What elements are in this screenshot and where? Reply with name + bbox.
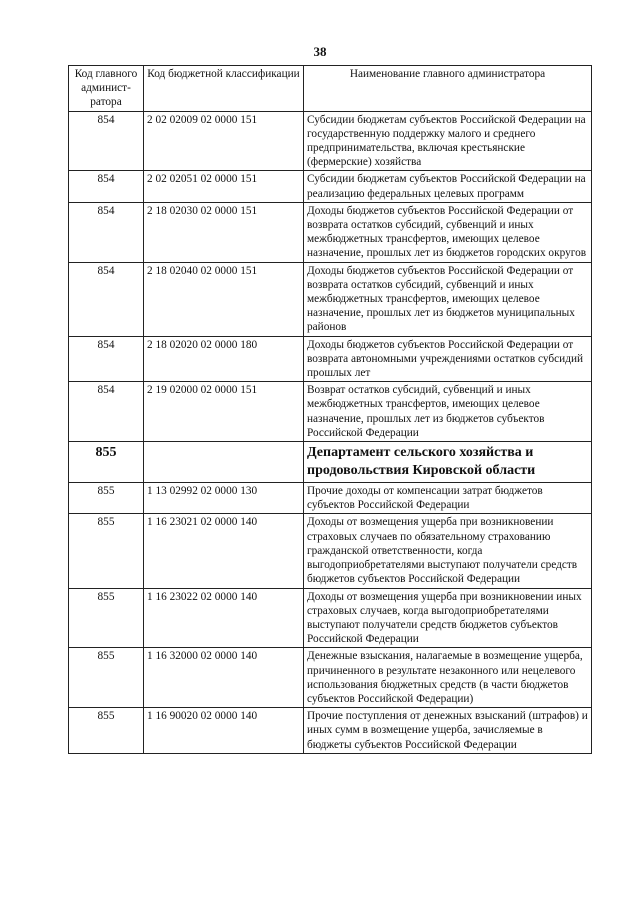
- budget-code-cell: 2 18 02040 02 0000 151: [144, 262, 304, 336]
- budget-code-cell: 1 16 23022 02 0000 140: [144, 588, 304, 648]
- admin-name-cell: Доходы бюджетов субъектов Российской Федерации от возврата остатков субсидий, субвенций и иных межбюджетных трансфертов, имеющих целевое назначение, прошлых лет из бюджетов муниципальных районов: [304, 262, 592, 336]
- admin-name-cell: Прочие поступления от денежных взысканий (штрафов) и иных сумм в возмещение ущерба, зачисляемые в бюджеты субъектов Российской Федерации: [304, 708, 592, 754]
- table-row: [69, 648, 592, 708]
- table-row: [69, 382, 592, 442]
- admin-code-cell: 854: [69, 171, 144, 202]
- table-row: [69, 111, 592, 171]
- budget-code-cell: 1 16 23021 02 0000 140: [144, 514, 304, 588]
- admin-code-cell: 855: [69, 442, 144, 483]
- admin-code-cell: 854: [69, 202, 144, 262]
- admin-name-cell: Департамент сельского хозяйства и продовольствия Кировской области: [304, 442, 592, 483]
- admin-code-cell: 855: [69, 514, 144, 588]
- admin-name-cell: Прочие доходы от компенсации затрат бюджетов субъектов Российской Федерации: [304, 483, 592, 514]
- budget-code-cell: 2 19 02000 02 0000 151: [144, 382, 304, 442]
- budget-code-cell: 2 02 02009 02 0000 151: [144, 111, 304, 171]
- header-budget-code: Код бюджетной классификации: [144, 66, 304, 112]
- admin-name-cell: Доходы от возмещения ущерба при возникновении страховых случаев по обязательному страхованию гражданской ответственности, когда выгодоприобретателями выступают получатели средств бюджетов субъектов Российской Федерации: [304, 514, 592, 588]
- budget-code-cell: 2 02 02051 02 0000 151: [144, 171, 304, 202]
- budget-code-cell: 2 18 02020 02 0000 180: [144, 336, 304, 382]
- table-row: [69, 708, 592, 754]
- table-row: [69, 514, 592, 588]
- budget-code-cell: 1 16 90020 02 0000 140: [144, 708, 304, 754]
- admin-name-cell: Доходы от возмещения ущерба при возникновении иных страховых случаев, когда выгодоприобретателями выступают получатели средств бюджетов субъектов Российской Федерации: [304, 588, 592, 648]
- admin-code-cell: 855: [69, 483, 144, 514]
- table-row: [69, 171, 592, 202]
- budget-classification-table: [68, 65, 592, 754]
- page-number: 38: [313, 44, 327, 59]
- admin-name-cell: Возврат остатков субсидий, субвенций и иных межбюджетных трансфертов, имеющих целевое назначение, прошлых лет из бюджетов субъектов Российской Федерации: [304, 382, 592, 442]
- admin-code-cell: 855: [69, 708, 144, 754]
- admin-name-cell: Субсидии бюджетам субъектов Российской Федерации на реализацию федеральных целевых программ: [304, 171, 592, 202]
- admin-name-cell: Денежные взыскания, налагаемые в возмещение ущерба, причиненного в результате незаконного или нецелевого использования бюджетных средств (в части бюджетов субъектов Российской Федерации): [304, 648, 592, 708]
- admin-code-cell: 855: [69, 588, 144, 648]
- header-admin-code: Код главного админист-ратора: [69, 66, 144, 112]
- admin-code-cell: 854: [69, 382, 144, 442]
- admin-code-cell: 854: [69, 336, 144, 382]
- admin-code-cell: 854: [69, 111, 144, 171]
- header-admin-name: Наименование главного администратора: [304, 66, 592, 112]
- budget-code-cell: [144, 442, 304, 483]
- budget-code-cell: 1 13 02992 02 0000 130: [144, 483, 304, 514]
- budget-code-cell: 1 16 32000 02 0000 140: [144, 648, 304, 708]
- table-row: [69, 202, 592, 262]
- admin-code-cell: 854: [69, 262, 144, 336]
- department-row: [69, 442, 592, 483]
- admin-name-cell: Доходы бюджетов субъектов Российской Федерации от возврата остатков субсидий, субвенций и иных межбюджетных трансфертов, имеющих целевое назначение, прошлых лет из бюджетов городских округов: [304, 202, 592, 262]
- table-row: [69, 336, 592, 382]
- admin-name-cell: Субсидии бюджетам субъектов Российской Федерации на государственную поддержку малого и среднего предпринимательства, включая крестьянские (фермерские) хозяйства: [304, 111, 592, 171]
- table-row: [69, 588, 592, 648]
- budget-code-cell: 2 18 02030 02 0000 151: [144, 202, 304, 262]
- table-header-row: [69, 66, 592, 112]
- table-row: [69, 483, 592, 514]
- admin-code-cell: 855: [69, 648, 144, 708]
- admin-name-cell: Доходы бюджетов субъектов Российской Федерации от возврата автономными учреждениями остатков субсидий прошлых лет: [304, 336, 592, 382]
- table-row: [69, 262, 592, 336]
